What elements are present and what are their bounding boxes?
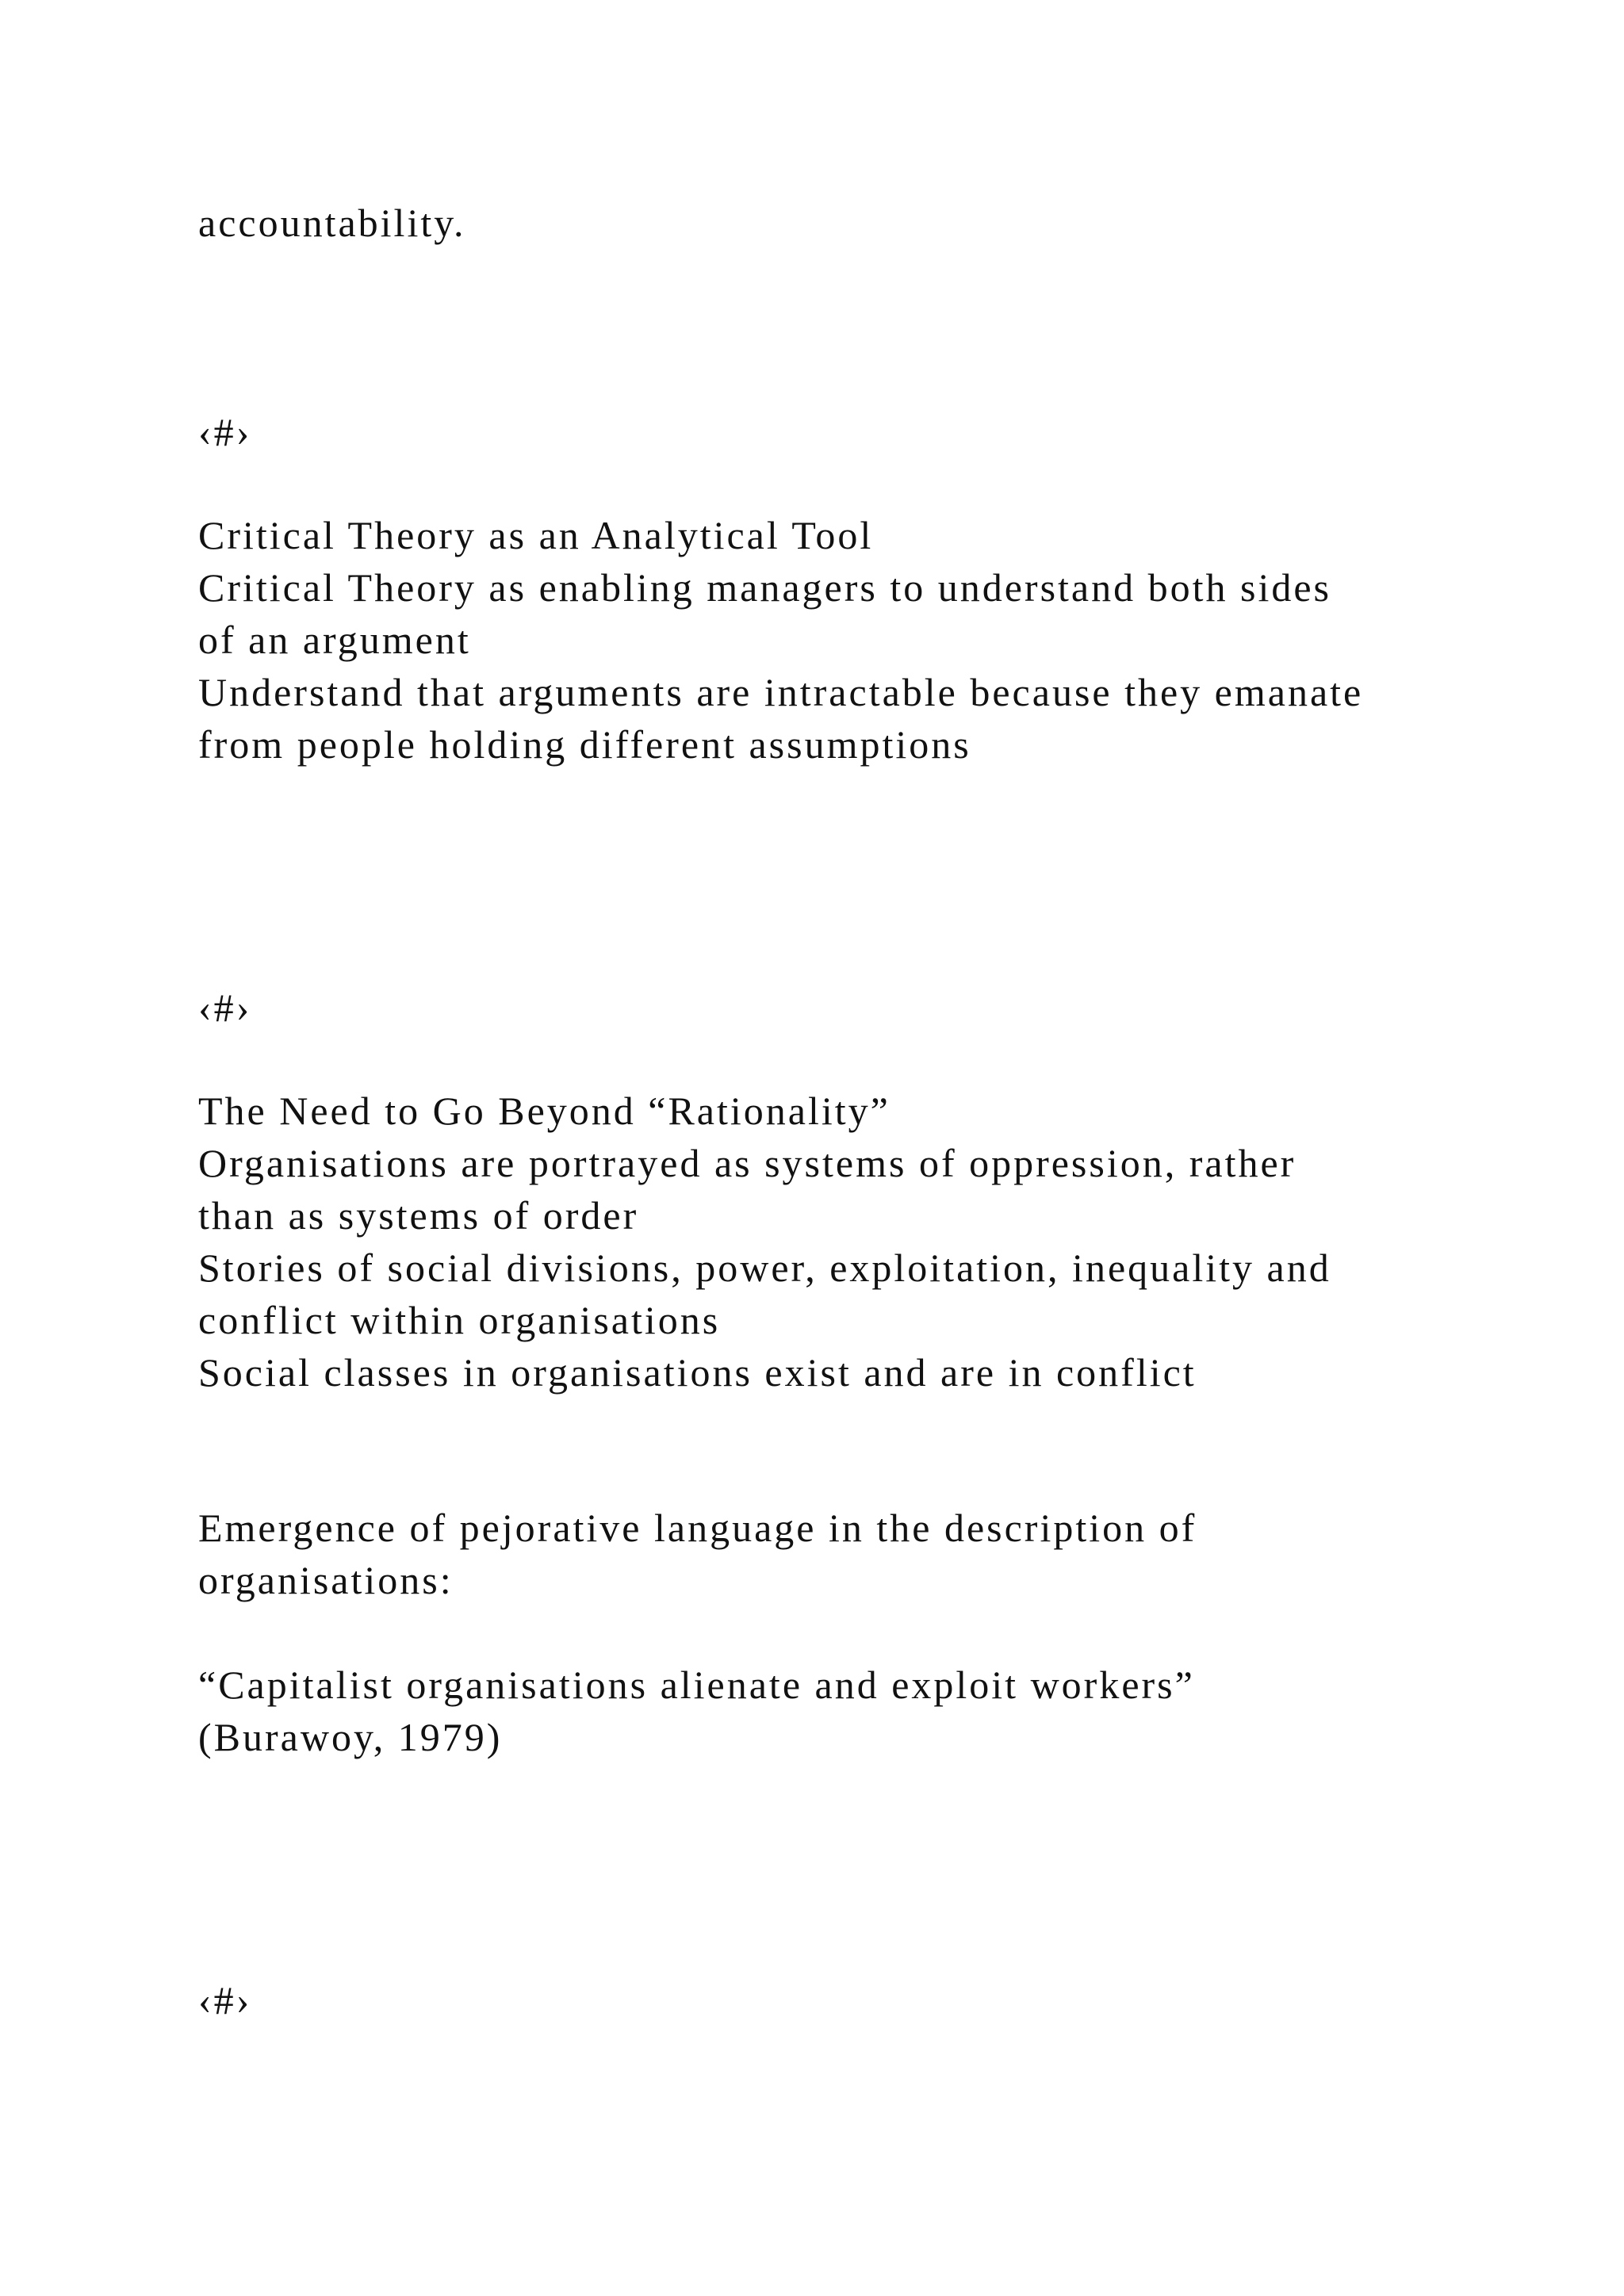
- slide-number-marker: ‹#›: [198, 985, 252, 1030]
- slide-number-marker: ‹#›: [198, 1978, 252, 2022]
- text-line: than as systems of order: [198, 1193, 639, 1238]
- text-line: Understand that arguments are intractable because they emanate: [198, 670, 1364, 714]
- text-line: Emergence of pejorative language in the description of: [198, 1506, 1197, 1550]
- text-line: Social classes in organisations exist and are in conflict: [198, 1350, 1197, 1395]
- text-line: Stories of social divisions, power, exploitation, inequality and: [198, 1246, 1331, 1290]
- section-title-critical-theory: Critical Theory as an Analytical Tool: [198, 513, 874, 557]
- text-line: Organisations are portrayed as systems of oppression, rather: [198, 1141, 1297, 1185]
- text-line: from people holding different assumptions: [198, 722, 971, 767]
- text-line: Critical Theory as enabling managers to understand both sides: [198, 565, 1331, 610]
- text-line: organisations:: [198, 1558, 454, 1602]
- text-line-accountability: accountability.: [198, 201, 466, 245]
- text-line: conflict within organisations: [198, 1298, 721, 1342]
- text-line: of an argument: [198, 618, 471, 662]
- citation-text: (Burawoy, 1979): [198, 1715, 503, 1759]
- slide-number-marker: ‹#›: [198, 410, 252, 454]
- quote-text: “Capitalist organisations alienate and exploit workers”: [198, 1663, 1195, 1707]
- section-title-beyond-rationality: The Need to Go Beyond “Rationality”: [198, 1089, 891, 1133]
